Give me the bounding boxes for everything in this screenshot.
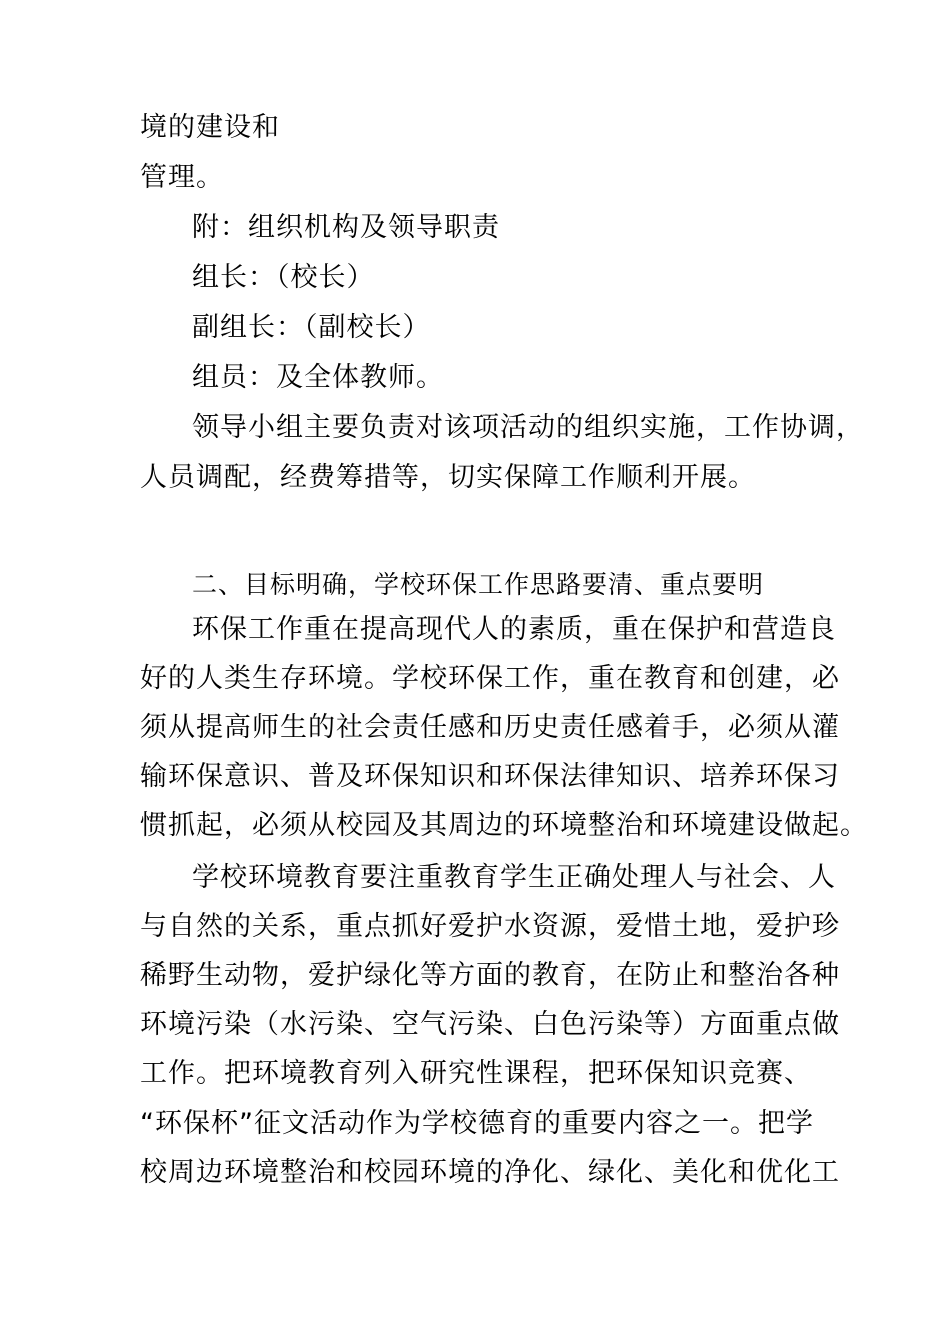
text-line: 稀野生动物，爱护绿化等方面的教育，在防止和整治各种: [140, 960, 840, 991]
text-line: 与自然的关系，重点抓好爱护水资源，爱惜土地，爱护珍: [140, 911, 840, 942]
text-line: 环保工作重在提高现代人的素质，重在保护和营造良: [192, 614, 836, 645]
text-line: 输环保意识、普及环保知识和环保法律知识、培养环保习: [140, 761, 840, 792]
text-line: 组长：（校长）: [192, 262, 375, 293]
text-line: 校周边环境整治和校园环境的净化、绿化、美化和优化工: [140, 1157, 840, 1188]
text-line: 好的人类生存环境。学校环保工作，重在教育和创建，必: [140, 663, 840, 694]
text-line: 环境污染（水污染、空气污染、白色污染等）方面重点做: [140, 1009, 840, 1040]
text-line: 须从提高师生的社会责任感和历史责任感着手，必须从灌: [140, 712, 840, 743]
attachment-heading: 附：组织机构及领导职责: [192, 212, 500, 243]
text-line: 人员调配，经费筹措等，切实保障工作顺利开展。: [140, 462, 756, 493]
section-heading: 二、目标明确，学校环保工作思路要清、重点要明: [192, 570, 765, 599]
text-line: 学校环境教育要注重教育学生正确处理人与社会、人: [192, 862, 836, 893]
text-line: 组员：及全体教师。: [192, 362, 444, 393]
text-line: 副组长：（副校长）: [192, 312, 431, 343]
text-line: “环保杯”征文活动作为学校德育的重要内容之一。把学: [140, 1108, 814, 1139]
text-line: 境的建设和: [140, 112, 280, 143]
text-line: 管理。: [140, 162, 224, 193]
text-line: 惯抓起，必须从校园及其周边的环境整治和环境建设做起。: [140, 810, 868, 841]
text-line: 工作。把环境教育列入研究性课程，把环保知识竞赛、: [140, 1058, 812, 1089]
text-line: 领导小组主要负责对该项活动的组织实施，工作协调，: [192, 412, 864, 443]
